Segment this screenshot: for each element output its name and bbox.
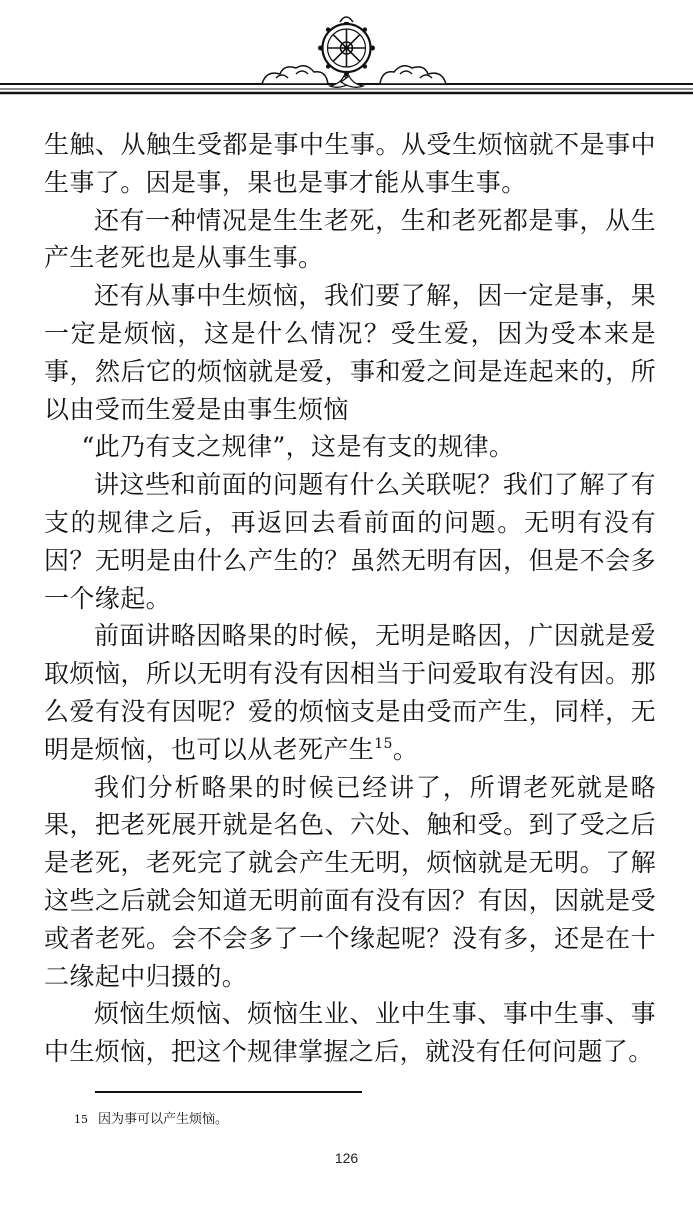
paragraph: 还有从事中生烦恼，我们要了解，因一定是事，果一定是烦恼，这是什么情况？受生爱，因为受本来是事，然后它的烦恼就是爱，事和爱之间是连起来的，所以由受而生爱是由事生烦恼	[44, 281, 656, 424]
paragraph: 烦恼生烦恼、烦恼生业、业中生事、事中生事、事中生烦恼，把这个规律掌握之后，就没有任何问题了。	[44, 999, 656, 1067]
footnote-reference[interactable]: 15	[374, 735, 393, 752]
paragraph-text: 前面讲略因略果的时候，无明是略因，广因就是爱取烦恼，所以无明有没有因相当于问爱取有没有因。那么爱有没有因呢？爱的烦恼支是由受而产生，同样，无明是烦恼，也可以从老死产生	[44, 621, 656, 764]
footnote-text: 因为事可以产生烦恼。	[98, 1112, 229, 1127]
footnote	[74, 1108, 228, 1127]
page-number: 126	[334, 1150, 359, 1166]
paragraph: 前面讲略因略果的时候，无明是略因，广因就是爱取烦恼，所以无明有没有因相当于问爱取有没有因。那么爱有没有因呢？爱的烦恼支是由受而产生，同样，无明是烦恼，也可以从老死产生$^{15}$。	[44, 621, 656, 764]
paragraph: 讲这些和前面的问题有什么关联呢？我们了解了有支的规律之后，再返回去看前面的问题。无明有没有因？无明是由什么产生的？虽然无明有因，但是不会多一个缘起。	[44, 470, 656, 613]
paragraph: 还有一种情况是生生老死，生和老死都是事，从生产生老死也是从事生事。	[44, 205, 656, 273]
body-text	[44, 126, 656, 1071]
footnote-mark: 15	[74, 1113, 88, 1126]
cloud-right-icon	[380, 66, 446, 84]
header-ornament	[0, 0, 693, 100]
cloud-left-icon	[262, 66, 328, 84]
paragraph: “此乃有支之规律”，这是有支的规律。	[81, 432, 515, 462]
paragraph: 生触、从触生受都是事中生事。从受生烦恼就不是事中生事了。因是事，果也是事才能从事生事。	[44, 130, 656, 197]
paragraph: 我们分析略果的时候已经讲了，所谓老死就是略果，把老死展开就是名色、六处、触和受。到了受之后是老死，老死完了就会产生无明，烦恼就是无明。了解这些之后就会知道无明前面有没有因？有因，因就是受或者老死。会不会多了一个缘起呢？没有多，还是在十二缘起中归摄的。	[44, 772, 656, 991]
footnote-divider	[95, 1091, 362, 1093]
